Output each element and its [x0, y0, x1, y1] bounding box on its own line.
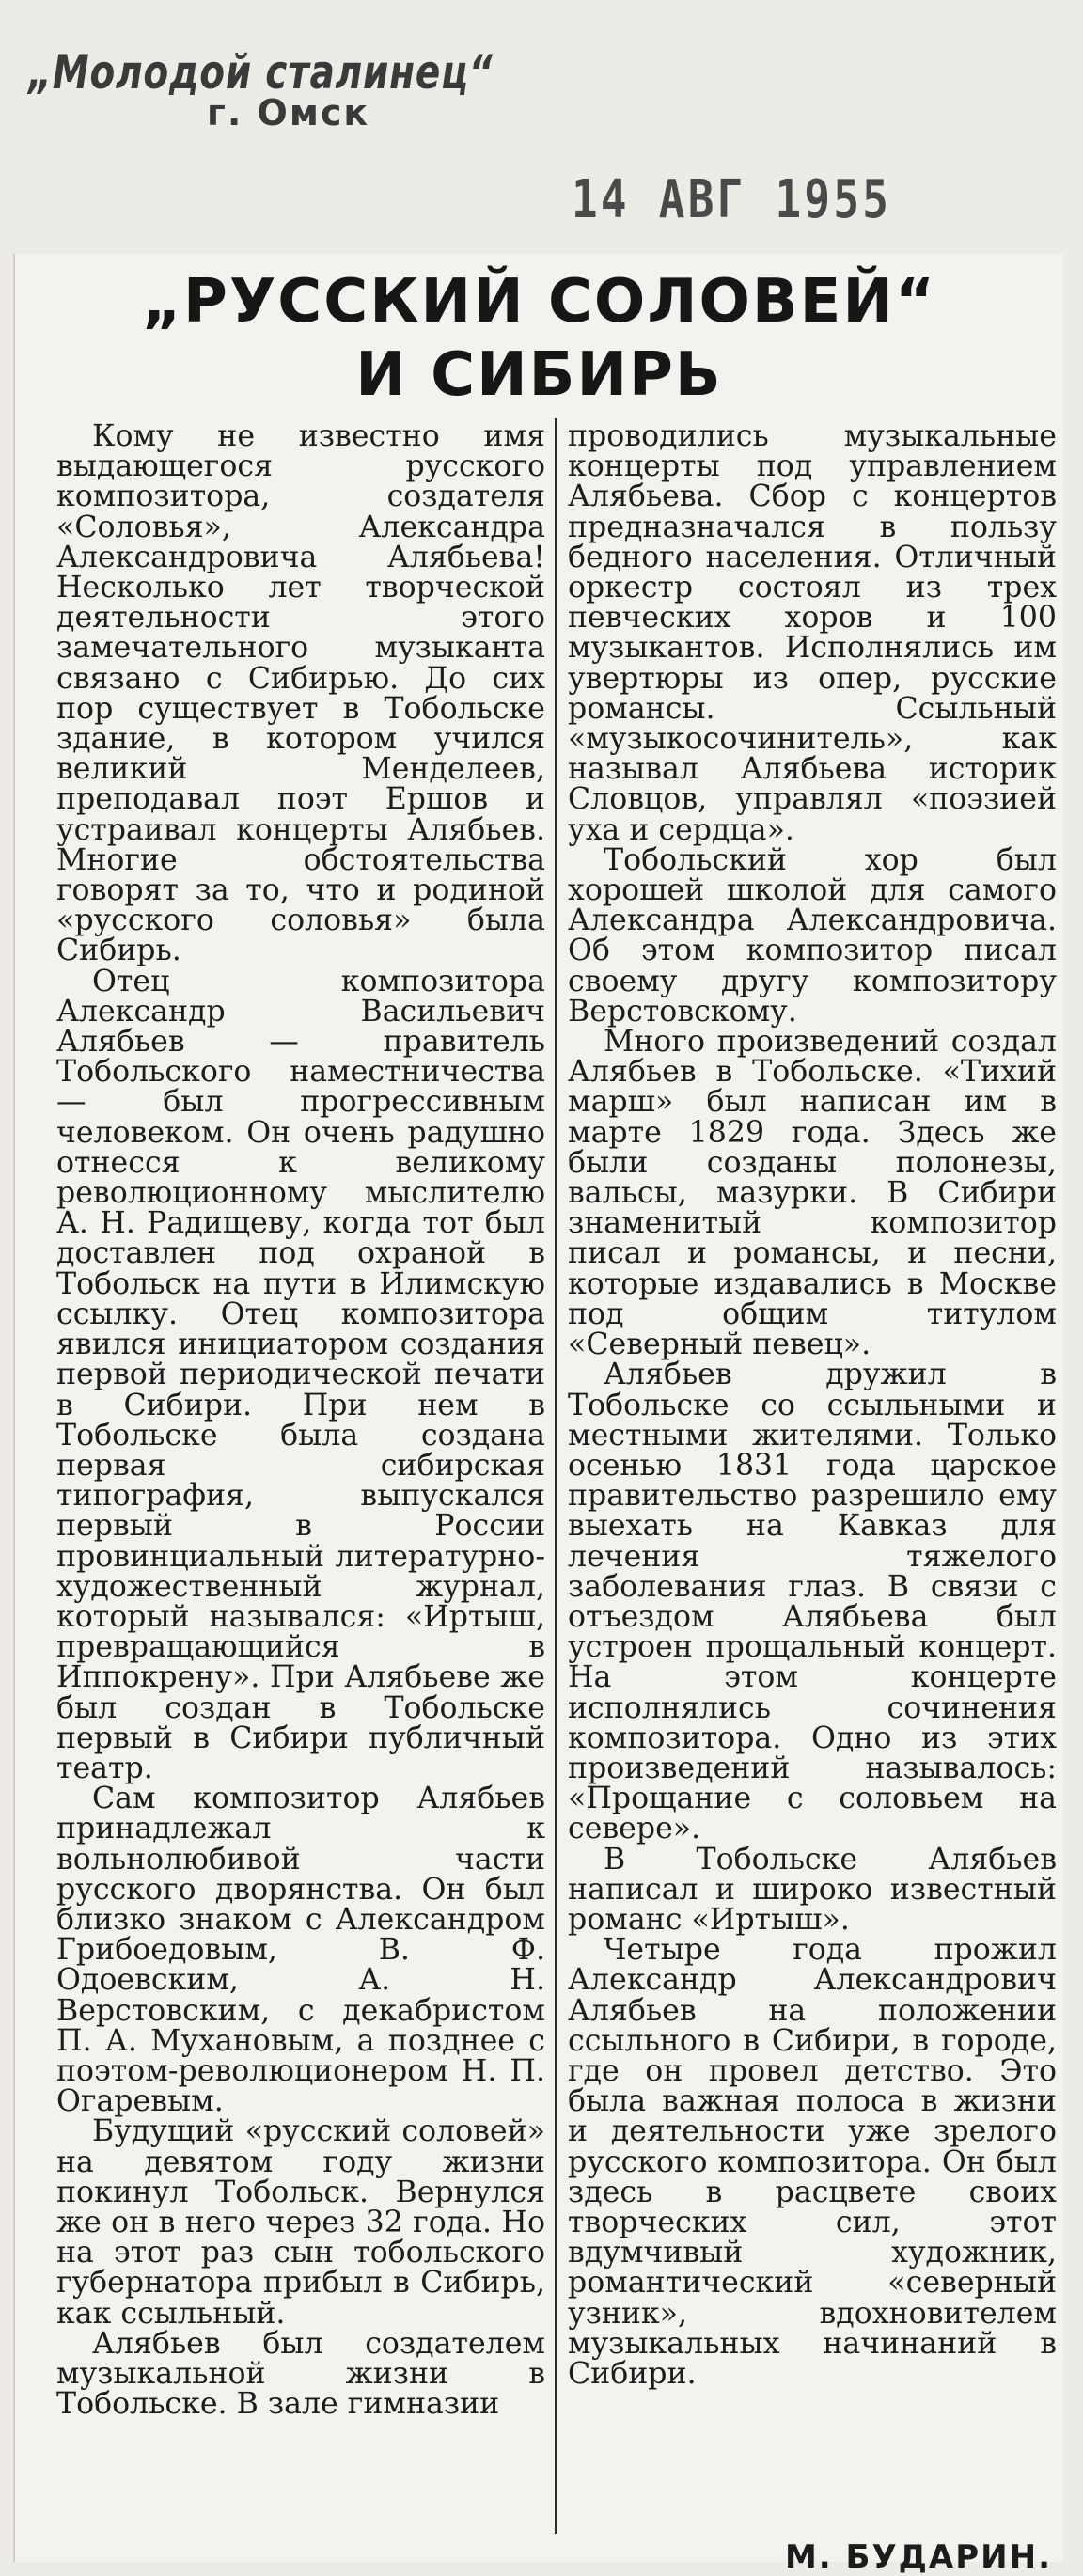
paragraph: Алябьев дружил в Тобольске со ссыльными и местными жителями. Только осенью 1831 года царское правительство разрешило ему выехать на Кавказ для лечения тяжелого заболевания глаз. В связи с отъездом Алябьева был устроен прощальный концерт. На этом концерте исполнялись сочинения композитора. Одно из этих произведений называлось: «Прощание с соловьем на севере». [568, 1358, 1057, 1846]
paragraph: Алябьев был создателем музыкальной жизни в Тобольске. В зале гимназии [56, 2326, 545, 2422]
newspaper-city: г. Омск [207, 92, 370, 134]
article-column-left [56, 419, 545, 2422]
article-column-right [568, 421, 1057, 2389]
paragraph: Много произведений создал Алябьев в Тобольске. «Тихий марш» был написан им в марте 1829 года. Здесь же были созданы полонезы, вальсы, мазурки. В Сибири знаменитый композитор писал и романсы, и песни, которые издавались в Москве под общим титулом «Северный певец». [568, 1025, 1057, 1362]
paragraph: Отец композитора Александр Васильевич Алябьев — правитель Тобольского наместничества — был прогрессивным человеком. Он очень радушно отнесся к великому революционному мыслителю А. Н. Радищеву, когда тот был доставлен под охраной в Тобольск на пути в Илимскую ссылку. Отец композитора явился инициатором создания первой периодической печати в Сибири. При нем в Тобольске была создана первая сибирская типография, выпускался первый в России провинциальный литературно-художественный журнал, который назывался: «Иртыш, превращающийся в Иппокрену». При Алябьеве же был создан в Тобольске первый в Сибири публичный театр. [56, 964, 545, 1785]
paragraph: Сам композитор Алябьев принадлежал к вольнолюбивой части русского дворянства. Он был близко знаком с Александром Грибоедовым, В. Ф. Одоевским, А. Н. Верстовским, с декабристом П. А. Мухановым, а позднее с поэтом-революционером Н. П. Огаревым. [56, 1782, 545, 2119]
author-signature: М. БУДАРИН. [784, 2538, 1052, 2576]
newspaper-masthead-stamp [28, 45, 624, 134]
article-title-line-1: „РУССКИЙ СОЛОВЕЙ“ [141, 267, 937, 337]
paragraph: В Тобольске Алябьев написал и широко известный романс «Иртыш». [568, 1842, 1057, 1937]
paragraph: Четыре года прожил Александр Александрович Алябьев на положении ссыльного в Сибири, в городе, где он провел детство. Это была важная полоса в жизни и деятельности уже зрелого русского композитора. Он был здесь в расцвете своих творческих сил, этот вдумчивый художник, романтический «северный узник», вдохновителем музыкальных начинаний в Сибири. [568, 1933, 1057, 2391]
newspaper-name: „Молодой сталинец“ [28, 45, 494, 100]
newspaper-clipping [13, 254, 1063, 2576]
column-divider [555, 418, 557, 2534]
paragraph: Будущий «русский соловей» на девятом году жизни покинул Тобольск. Вернулся же он в него через 32 года. Но на этот раз сын тобольского губернатора прибыл в Сибирь, как ссыльный. [56, 2114, 545, 2331]
article-title-line-2: И СИБИРЬ [355, 340, 723, 410]
article-title [15, 265, 1063, 412]
paragraph: Кому не известно имя выдающегося русского композитора, создателя «Соловья», Александра Александровича Алябьева! Несколько лет творческой деятельности этого замечательного музыканта связано с Сибирью. До сих пор существует в Тобольске здание, в котором учился великий Менделеев, преподавал поэт Ершов и устраивал концерты Алябьев. Многие обстоятельства говорят за то, что и родиной «русского соловья» была Сибирь. [56, 419, 545, 968]
paragraph: Тобольский хор был хорошей школой для самого Александра Александровича. Об этом композитор писал своему другу композитору Верстовскому. [568, 842, 1057, 1029]
paragraph: проводились музыкальные концерты под управлением Алябьева. Сбор с концертов предназначался в пользу бедного населения. Отличный оркестр состоял из трех певческих хоров и 100 музыкантов. Исполнялись им увертюры из опер, русские романсы. Ссыльный «музыкосочинитель», как называл Алябьева историк Словцов, управлял «поэзией уха и сердца». [568, 419, 1057, 847]
date-stamp: 14 АВГ 1955 [572, 169, 892, 230]
